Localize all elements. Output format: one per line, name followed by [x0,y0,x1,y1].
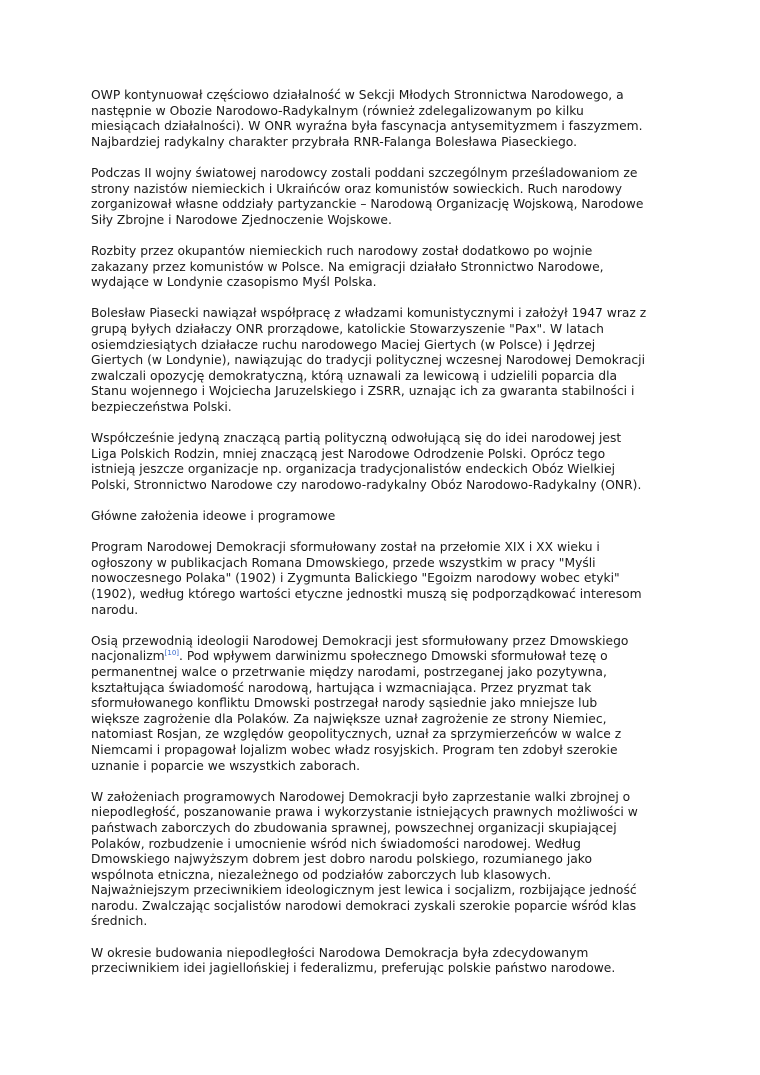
document-body [91,88,671,992]
paragraph-independence: W okresie budowania niepodległości Narodowa Demokracja była zdecydowanym przeciwnikiem idei jagiellońskiej i federalizmu, preferując polskie państwo narodowe. [91,945,616,976]
section-heading: Główne założenia ideowe i programowe [91,509,336,524]
footnote-ref-10[interactable]: [10] [164,649,180,658]
paragraph-program: Program Narodowej Demokracji sformułowany został na przełomie XIX i XX wieku i ogłoszony w publikacjach Romana Dmowskiego, przede wszystkim w pracy "Myśli nowoczesnego Polaka" (1902) i Zygmunta Balickiego "Egoizm narodowy wobec etyki" (1902), według którego wartości etyczne jednostki muszą się podporządkować interesom narodu. [91,540,642,617]
paragraph-ideology-part1: Osią przewodnią ideologii Narodowej Demokracji jest sformułowany przez Dmowskiego nacjonalizm [91,633,629,664]
paragraph-piasecki: Bolesław Piasecki nawiązał współpracę z władzami komunistycznymi i założył 1947 wraz z grupą byłych działaczy ONR prorządowe, katolickie Stowarzyszenie "Pax". W latach osiemdziesiątych działacze ruchu narodowego Maciej Giertych (w Polsce) i Jędrzej Giertych (w Londynie), nawiązując do tradycji politycznej wczesnej Narodowej Demokracji zwalczali opozycję demokratyczną, którą uznawali za lewicową i udzielili poparcia dla Stanu wojennego i Wojciecha Jaruzelskiego i ZSRR, uznając ich za gwaranta stabilności i bezpieczeństwa Polski. [91,306,647,414]
paragraph-ideology-part2: . Pod wpływem darwinizmu społecznego Dmowski sformułował tezę o permanentnej walce o przetrwanie między narodami, postrzeganej jako pozytywna, kształtująca świadomość narodową, hartująca i wzmacniająca. Przez pryzmat tak sformułowanego konfliktu Dmowski postrzegał narody sąsiednie jako mniejsze lub większe zagrożenie dla Polaków. Za największe uznał zagrożenie ze strony Niemiec, natomiast Rosjan, ze względów geopolitycznych, uznał za sprzymierzeńców w walce z Niemcami i propagował lojalizm wobec władz rosyjskich. Program ten zdobył szerokie uznanie i poparcie we wszystkich zaborach. [91,649,622,773]
paragraph-owp: OWP kontynuował częściowo działalność w Sekcji Młodych Stronnictwa Narodowego, a następnie w Obozie Narodowo-Radykalnym (również zdelegalizowanym po kilku miesiącach działalności). W ONR wyraźna była fascynacja antysemityzmem i faszyzmem. Najbardziej radykalny charakter przybrała RNR-Falanga Bolesława Piaseckiego. [91,88,643,149]
paragraph-ww2: Podczas II wojny światowej narodowcy zostali poddani szczególnym prześladowaniom ze strony nazistów niemieckich i Ukraińców oraz komunistów sowieckich. Ruch narodowy zorganizował własne oddziały partyzanckie – Narodową Organizację Wojskową, Narodowe Siły Zbrojne i Narodowe Zjednoczenie Wojskowe. [91,165,644,227]
paragraph-assumptions: W założeniach programowych Narodowej Demokracji było zaprzestanie walki zbrojnej o niepodległość, poszanowanie prawa i wykorzystanie istniejących prawnych możliwości w państwach zaborczych do zbudowania sprawnej, powszechnej organizacji skupiającej Polaków, rozbudzenie i umocnienie wśród nich świadomości narodowej. Według Dmowskiego najwyższym dobrem jest dobro narodu polskiego, rozumianego jako wspólnota etniczna, niezależnego od podziałów zaborczych lub klasowych. Najważniejszym przeciwnikiem ideologicznym jest lewica i socjalizm, rozbijające jedność narodu. Zwalczając socjalistów narodowi demokraci zyskali szerokie poparcie wśród klas średnich. [91,789,638,929]
paragraph-ideology [91,634,671,774]
paragraph-contemporary: Współcześnie jedyną znaczącą partią polityczną odwołującą się do idei narodowej jest Liga Polskich Rodzin, mniej znaczącą jest Narodowe Odrodzenie Polski. Oprócz tego istnieją jeszcze organizacje np. organizacja tradycjonalistów endeckich Obóz Wielkiej Polski, Stronnictwo Narodowe czy narodowo-radykalny Obóz Narodowo-Radykalny (ONR). [91,431,642,492]
paragraph-postwar: Rozbity przez okupantów niemieckich ruch narodowy został dodatkowo po wojnie zakazany przez komunistów w Polsce. Na emigracji działało Stronnictwo Narodowe, wydające w Londynie czasopismo Myśl Polska. [91,243,604,290]
